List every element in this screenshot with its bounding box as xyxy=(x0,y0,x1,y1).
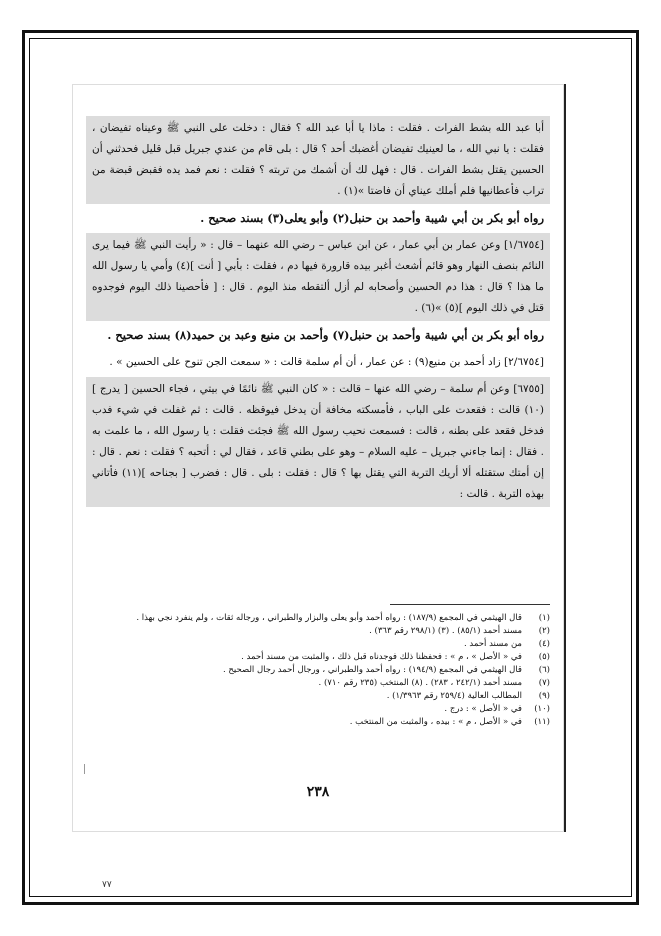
paragraph-text: رواه أبو بكر بن أبي شيبة وأحمد بن حنبل(٢) وأبو يعلى(٣) بسند صحيح . xyxy=(200,211,544,225)
paragraph-text: [١/٦٧٥٤] وعن عمار بن أبي عمار ، عن ابن عباس – رضي الله عنهما – قال : « رأيت النبي ﷺ فيما يرى النائم بنصف النهار وهو قائم أشعث أغبر بيده قارورة فيها دم ، فقلت : بأبي [ أنت ](٤) وأمي يا رسول الله ما هذا ؟ قال : هذا دم الحسين وأصحابه لم أزل ألتقطه منذ اليوم . قال : [ فأحصينا ذلك اليوم فوجدوه قتل في ذلك اليوم ](٥) »(٦) . xyxy=(92,239,545,314)
footnote-number: (٦) xyxy=(538,665,550,675)
footnote-text: قال الهيثمي في المجمع (١٩٤/٩) : رواه أحمد والطبراني ، ورجال أحمد رجال الصحيح . xyxy=(223,665,522,675)
footnote xyxy=(86,625,550,638)
paragraph-text: [٢/٦٧٥٤] زاد أحمد بن منيع(٩) : عن عمار ، أن أم سلمة قالت : « سمعت الجن تنوح على الحسين » . xyxy=(109,356,544,368)
footnote-number: (١) xyxy=(538,613,550,623)
footnote xyxy=(86,612,550,625)
footnote-text: من مسند أحمد . xyxy=(464,639,522,649)
page-number: ٢٣٨ xyxy=(306,784,330,800)
page-body xyxy=(86,116,550,509)
paragraph-3 xyxy=(86,233,550,321)
footnote xyxy=(86,703,550,716)
footnote-number: (١١) xyxy=(534,717,550,727)
footnote-number: (٩) xyxy=(538,691,550,701)
footnote xyxy=(86,677,550,690)
paragraph-text: أبا عبد الله بشط الفرات . فقلت : ماذا يا أبا عبد الله ؟ فقال : دخلت على النبي ﷺ وعيناه تفيضان ، فقلت : يا نبي الله ، ما لعينيك تفيضان أغضبك أحد ؟ قال : بلى قام من عندي جبريل قبل قليل فحدثني أن الحسين يقتل بشط الفرات . قال : فهل لك أن أشمك من تربته ؟ فقلت : نعم فمد يده فقبض قبضة من تراب فأعطانيها فلم أملك عيناي أن فاضتا »(١) . xyxy=(92,122,544,197)
footnote xyxy=(86,664,550,677)
paragraph-text: رواه أبو بكر بن أبي شيبة وأحمد بن حنبل(٧) وأحمد بن منيع وعبد بن حميد(٨) بسند صحيح . xyxy=(107,328,544,342)
footnote-number: (٥) xyxy=(538,652,550,662)
paragraph-5 xyxy=(86,350,550,375)
footnote-text: في « الأصل ، م » : بيده ، والمثبت من المنتخب . xyxy=(349,717,522,727)
footnote-number: (٢) xyxy=(538,626,550,636)
footnote xyxy=(86,638,550,651)
footer-page-number: ٧٧ xyxy=(102,880,112,890)
footnote-text: مسند أحمد (٨٥/١) . (٣) (٢٩٨/١ رقم ٣٦٣) . xyxy=(369,626,522,636)
scan-mark xyxy=(84,764,91,774)
footnotes xyxy=(86,612,550,729)
paragraph-6 xyxy=(86,377,550,507)
footnote xyxy=(86,690,550,703)
footnote-number: (٤) xyxy=(538,639,550,649)
footnote-text: قال الهيثمي في المجمع (١٨٧/٩) : رواه أحمد وأبو يعلى والبزار والطبراني ، ورجاله ثقات ، ولم ينفرد نجي بهذا . xyxy=(136,613,522,623)
paragraph-4 xyxy=(86,323,550,348)
paragraph-1 xyxy=(86,116,550,204)
footnote-separator xyxy=(390,604,550,605)
footnote-text: مسند أحمد (٢٤٢/١ ، ٢٨٣) . (٨) المنتخب (٢٣٥ رقم ٧١٠) . xyxy=(318,678,522,688)
footnote xyxy=(86,716,550,729)
footnote-number: (٧) xyxy=(538,678,550,688)
scanned-page xyxy=(72,84,566,832)
footnote-text: المطالب العالية (٢٥٩/٤ رقم ١/٣٩٦٣) . xyxy=(386,691,522,701)
paragraph-text: [٦٧٥٥] وعن أم سلمة – رضي الله عنها – قالت : « كان النبي ﷺ نائمًا في بيتي ، فجاء الحسين [ يدرج ](١٠) قالت : فقعدت على الباب ، فأمسكته مخافة أن يدخل فيوقظه . قالت : ثم غفلت في شيء فدب فدخل فقعد على بطنه ، قالت : فسمعت نحيب رسول الله ﷺ فجئت فقلت : يا رسول الله ، ما علمت به . فقال : إنما جاءني جبريل – عليه السلام – وهو على بطني قاعد ، فقال لي : أتحبه ؟ فقلت : نعم . قال : إن أمتك ستقتله ألا أريك التربة التي يقتل بها ؟ قال : فقلت : بلى . قال : فضرب [ بجناحه ](١١) فأتاني بهذه التربة . قالت : xyxy=(92,383,544,500)
footnote-text: في « الأصل » ، م » : فحفظنا ذلك فوجدناه قبل ذلك ، والمثبت من مسند أحمد . xyxy=(241,652,522,662)
paragraph-2 xyxy=(86,206,550,231)
footnote xyxy=(86,651,550,664)
footnote-number: (١٠) xyxy=(534,704,550,714)
footnote-text: في « الأصل » : درج . xyxy=(444,704,522,714)
